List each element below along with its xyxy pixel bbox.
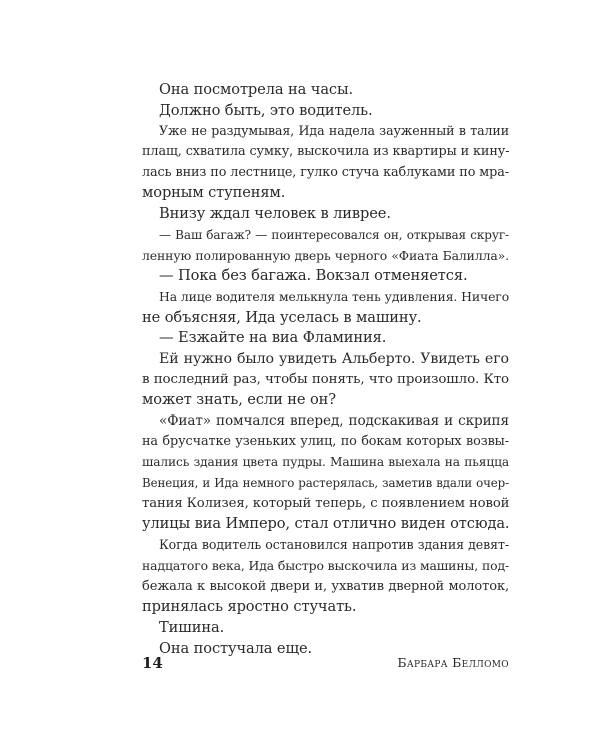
- text-line: не объясняя, Ида уселась в машину.: [142, 308, 422, 326]
- text-line: На лице водителя мелькнула тень удивления. Ничего: [159, 288, 510, 304]
- text-line: шались здания цвета пудры. Машина выехала на пьяцца: [142, 455, 509, 470]
- text-line: на брусчатке узеньких улиц, по бокам которых возвы-: [142, 433, 509, 449]
- text-line: принялась яростно стучать.: [142, 598, 357, 616]
- running-head-author: Барбара Белломо: [397, 655, 509, 670]
- text-line: Она постучала еще.: [159, 639, 313, 657]
- text-line: тания Колизея, который теперь, с появлением новой: [142, 495, 510, 511]
- text-line: Когда водитель остановился напротив здания девят-: [159, 537, 509, 553]
- text-line: Уже не раздумывая, Ида надела зауженный в талии: [159, 123, 509, 139]
- text-line: — Ваш багаж? — поинтересовался он, открывая скруг-: [159, 227, 509, 242]
- text-line: «Фиат» помчался вперед, подскакивая и скрипя: [159, 413, 509, 429]
- text-line: — Езжайте на виа Фламиния.: [159, 329, 387, 347]
- page-footer: [142, 652, 509, 674]
- text-line: плащ, схватила сумку, выскочила из квартиры и кину-: [142, 144, 510, 160]
- text-line: — Пока без багажа. Вокзал отменяется.: [159, 267, 468, 285]
- text-line: Она посмотрела на часы.: [159, 81, 354, 98]
- text-line: Венеция, и Ида немного растерялась, заметив вдали очер-: [142, 476, 509, 491]
- text-line: Внизу ждал человек в ливрее.: [159, 205, 391, 223]
- text-line: в последний раз, чтобы понять, что произошло. Кто: [142, 371, 509, 387]
- text-line: Должно быть, это водитель.: [159, 101, 373, 119]
- text-line: ленную полированную дверь черного «Фиата Балилла».: [142, 247, 509, 263]
- text-line: может знать, если не он?: [142, 391, 336, 409]
- text-line: лась вниз по лестнице, гулко стуча каблуками по мра-: [142, 164, 509, 180]
- text-line: бежала к высокой двери и, ухватив дверной молоток,: [142, 578, 509, 594]
- text-line: надцатого века, Ида быстро выскочила из машины, под-: [142, 557, 510, 573]
- page-number: 14: [142, 654, 163, 672]
- body-text: [142, 80, 509, 659]
- text-line: улицы виа Имперо, стал отлично виден отсюда.: [142, 515, 510, 533]
- text-line: Ей нужно было увидеть Альберто. Увидеть его: [159, 350, 509, 367]
- text-line: Тишина.: [159, 618, 225, 636]
- text-line: морным ступеням.: [142, 184, 286, 202]
